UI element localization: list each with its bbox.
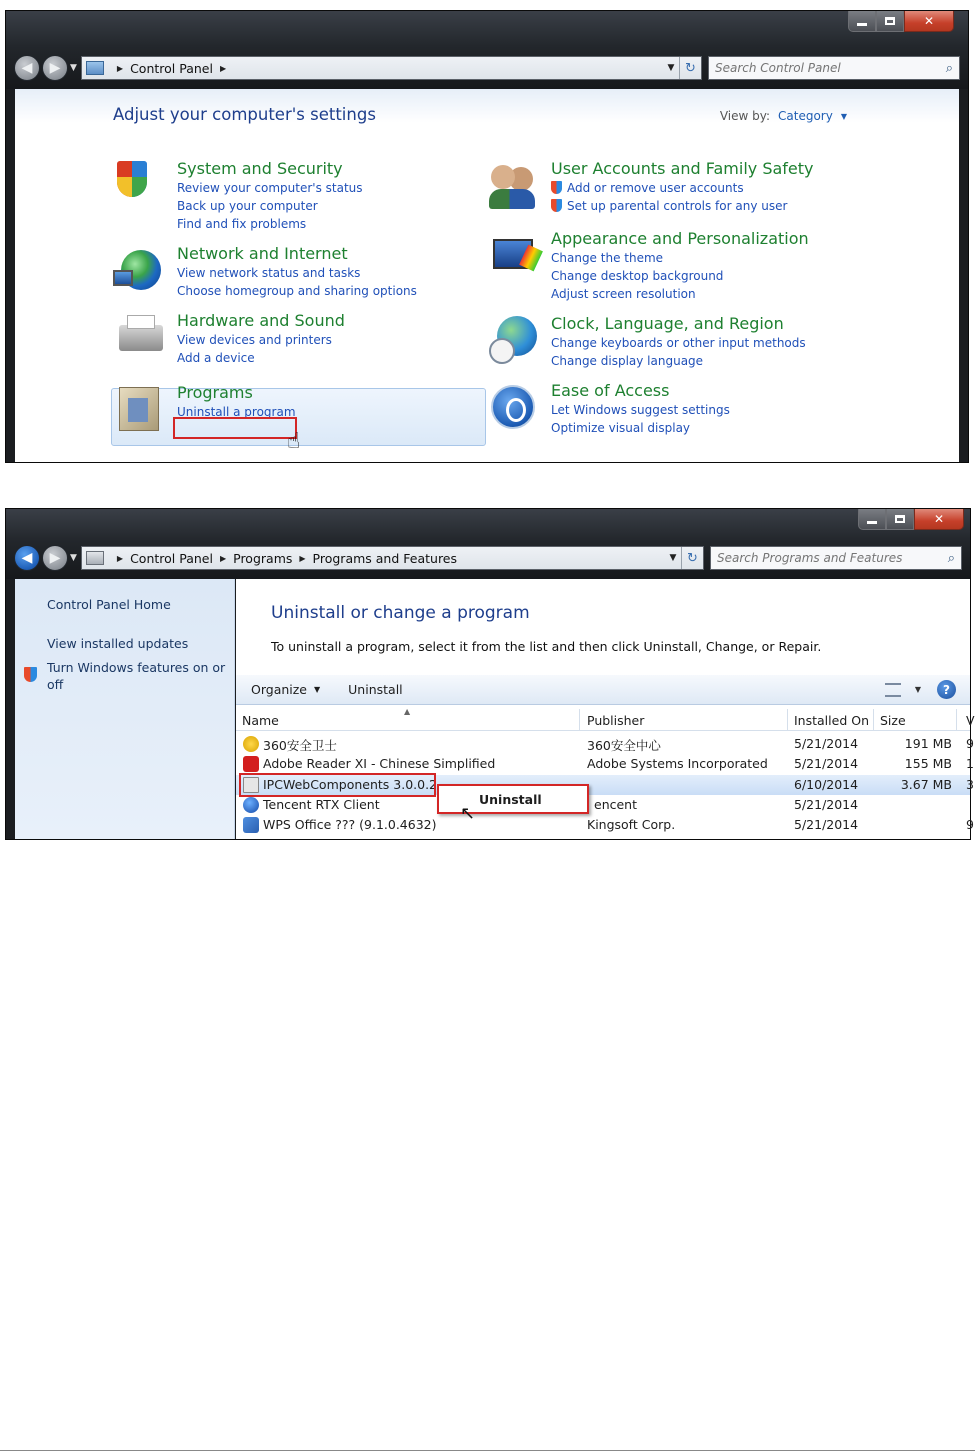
view-by-label: View by:	[719, 109, 771, 123]
task-pane	[15, 579, 235, 839]
control-panel-window	[5, 10, 969, 463]
security-shield-icon[interactable]	[113, 159, 165, 211]
category-appearance	[487, 229, 809, 303]
column-header-name[interactable]: Name	[242, 713, 279, 728]
program-name: WPS Office ??? (9.1.0.4632)	[263, 817, 437, 832]
navigation-bar	[14, 541, 962, 575]
category-heading[interactable]: User Accounts and Family Safety	[551, 159, 814, 178]
uac-shield-icon	[24, 667, 37, 682]
adobe-reader-icon	[243, 756, 259, 772]
breadcrumb-programs[interactable]: Programs	[233, 550, 293, 566]
category-link[interactable]: Add or remove user accounts	[551, 179, 814, 197]
category-link[interactable]: Set up parental controls for any user	[551, 197, 814, 215]
uninstall-a-program-link[interactable]: Uninstall a program	[177, 405, 296, 419]
view-by-control	[720, 109, 847, 123]
control-panel-content	[15, 89, 959, 462]
breadcrumb-separator-icon[interactable]: ▶	[299, 553, 306, 563]
refresh-button[interactable]	[681, 547, 703, 569]
category-heading[interactable]: Ease of Access	[551, 381, 670, 400]
back-button[interactable]	[14, 545, 40, 571]
selected-program-highlight	[239, 773, 436, 797]
breadcrumb-separator-icon[interactable]: ▶	[219, 553, 227, 563]
table-row[interactable]	[236, 795, 970, 815]
control-panel-home-link[interactable]: Control Panel Home	[47, 597, 171, 612]
sort-caret-icon: ▲	[404, 707, 411, 716]
breadcrumb-control-panel[interactable]: Control Panel	[130, 60, 213, 76]
forward-button[interactable]	[42, 545, 68, 571]
minimize-icon	[867, 521, 877, 524]
program-version: 9	[966, 736, 974, 751]
refresh-button[interactable]	[679, 57, 701, 79]
category-network-and-internet	[113, 244, 417, 300]
arrow-cursor-icon: ↖	[460, 803, 476, 824]
minimize-button[interactable]	[848, 11, 876, 32]
wps-office-icon	[243, 817, 259, 833]
breadcrumb-control-panel[interactable]: Control Panel	[130, 550, 213, 566]
program-size: 191 MB	[904, 736, 952, 751]
breadcrumb-separator-icon[interactable]: ▶	[116, 553, 124, 563]
page-instructions: To uninstall a program, select it from the list and then click Uninstall, Change, or Repair.	[271, 639, 822, 654]
category-heading[interactable]: Hardware and Sound	[177, 311, 345, 330]
context-menu-uninstall[interactable]: Uninstall	[479, 791, 542, 807]
search-input[interactable]	[717, 551, 948, 565]
column-header-row	[236, 707, 975, 731]
window-title-bar	[6, 509, 970, 579]
category-heading[interactable]: Appearance and Personalization	[551, 229, 809, 248]
category-link[interactable]: Review your computer's status	[177, 181, 363, 195]
view-by-dropdown[interactable]: Category	[778, 109, 833, 123]
program-installed-on: 5/21/2014	[794, 756, 859, 771]
program-name: Adobe Reader XI - Chinese Simplified	[263, 756, 496, 771]
programs-box-icon[interactable]	[113, 383, 165, 435]
minimize-button[interactable]	[858, 509, 886, 530]
program-version: 9	[966, 817, 974, 832]
column-header-publisher[interactable]: Publisher	[587, 713, 645, 728]
category-link[interactable]: View devices and printers	[177, 333, 332, 347]
category-link[interactable]: Choose homegroup and sharing options	[177, 284, 417, 298]
program-installed-on: 6/10/2014	[794, 777, 859, 792]
window-title-bar	[6, 11, 968, 89]
category-link[interactable]: Optimize visual display	[551, 421, 691, 435]
close-button[interactable]	[914, 509, 964, 530]
category-ease-of-access	[487, 381, 730, 437]
windows-features-link[interactable]: Turn Windows features on or off	[47, 660, 226, 692]
chevron-down-icon: ▼	[314, 685, 321, 694]
table-row[interactable]	[236, 754, 974, 774]
chevron-down-icon[interactable]: ▼	[914, 685, 921, 694]
address-bar[interactable]	[81, 546, 704, 570]
organize-menu[interactable]	[251, 682, 320, 697]
programs-folder-icon	[86, 551, 104, 565]
page-title: Uninstall or change a program	[271, 603, 530, 623]
category-link[interactable]: Change the theme	[551, 251, 664, 265]
program-publisher: encent	[594, 797, 637, 812]
forward-button[interactable]	[42, 55, 68, 81]
column-header-version[interactable]: V	[966, 713, 975, 728]
recent-pages-dropdown[interactable]: ▼	[70, 63, 77, 73]
category-link[interactable]: Change display language	[551, 354, 704, 368]
maximize-icon	[885, 17, 895, 25]
program-name: 360安全卫士	[263, 738, 337, 753]
category-link[interactable]: Adjust screen resolution	[551, 287, 696, 301]
program-size: 155 MB	[904, 756, 952, 771]
uninstall-toolbar-button[interactable]: Uninstall	[348, 682, 403, 697]
program-name: Tencent RTX Client	[263, 797, 380, 812]
clock-globe-icon[interactable]	[487, 314, 539, 366]
address-history-dropdown[interactable]: ▼	[667, 63, 675, 73]
forward-arrow-icon: ▶	[49, 60, 61, 76]
page-title: Adjust your computer's settings	[113, 105, 376, 124]
search-icon[interactable]: ⌕	[947, 550, 955, 566]
program-installed-on: 5/21/2014	[794, 817, 859, 832]
page-divider	[0, 1450, 975, 1451]
chevron-down-icon[interactable]: ▼	[840, 111, 847, 121]
help-icon[interactable]: ?	[937, 680, 956, 699]
uninstall-link-highlight	[173, 417, 297, 439]
program-installed-on: 5/21/2014	[794, 736, 859, 751]
back-arrow-icon: ◀	[21, 60, 33, 76]
breadcrumb-separator-icon[interactable]: ▶	[116, 63, 124, 73]
back-arrow-icon: ◀	[21, 550, 33, 566]
appearance-icon[interactable]	[487, 229, 539, 281]
programs-main-pane	[236, 579, 975, 839]
category-heading[interactable]: Clock, Language, and Region	[551, 314, 784, 333]
network-globe-icon[interactable]	[113, 244, 165, 296]
table-row[interactable]	[236, 815, 974, 835]
category-hardware-and-sound	[113, 311, 345, 367]
program-version: 1	[966, 756, 974, 771]
breadcrumb-programs-and-features[interactable]: Programs and Features	[312, 550, 458, 566]
search-icon[interactable]: ⌕	[945, 60, 953, 76]
program-publisher: Kingsoft Corp.	[587, 817, 676, 832]
close-button[interactable]	[904, 11, 954, 32]
program-publisher: 360安全中心	[587, 738, 661, 753]
ease-of-access-icon[interactable]	[487, 381, 539, 433]
category-link[interactable]: View network status and tasks	[177, 266, 361, 280]
category-link[interactable]: Back up your computer	[177, 199, 318, 213]
category-user-accounts	[487, 159, 814, 215]
close-icon: ✕	[933, 512, 945, 526]
program-name: IPCWebComponents 3.0.0.2	[263, 777, 437, 792]
printer-icon[interactable]	[113, 311, 165, 363]
program-size: 3.67 MB	[900, 777, 952, 792]
360-security-icon	[243, 736, 259, 752]
category-clock-language-region	[487, 314, 806, 370]
back-button[interactable]	[14, 55, 40, 81]
maximize-button[interactable]	[876, 11, 904, 32]
recent-pages-dropdown[interactable]: ▼	[70, 553, 77, 563]
refresh-icon: ↻	[685, 60, 696, 76]
hand-cursor-icon: ☝	[287, 429, 301, 454]
column-header-size[interactable]: Size	[880, 713, 906, 728]
control-panel-icon	[86, 61, 104, 75]
breadcrumb-separator-icon[interactable]: ▶	[219, 63, 227, 73]
search-input[interactable]	[715, 61, 946, 75]
category-heading[interactable]: Programs	[177, 383, 253, 402]
column-header-installed-on[interactable]: Installed On	[794, 713, 869, 728]
navigation-bar	[14, 51, 960, 85]
category-heading[interactable]: System and Security	[177, 159, 343, 178]
category-link[interactable]: Add a device	[177, 351, 255, 365]
maximize-button[interactable]	[886, 509, 914, 530]
category-system-and-security	[113, 159, 363, 233]
search-box[interactable]	[710, 546, 962, 570]
program-publisher: Adobe Systems Incorporated	[587, 756, 768, 771]
category-link[interactable]: Change keyboards or other input methods	[551, 336, 806, 350]
address-history-dropdown[interactable]: ▼	[669, 553, 677, 563]
command-bar	[236, 675, 970, 705]
forward-arrow-icon: ▶	[49, 550, 61, 566]
search-box[interactable]	[708, 56, 960, 80]
minimize-icon	[857, 23, 867, 26]
category-link[interactable]: Let Windows suggest settings	[551, 403, 730, 417]
close-icon: ✕	[923, 14, 935, 28]
refresh-icon: ↻	[687, 550, 698, 566]
maximize-icon	[895, 515, 905, 523]
table-row[interactable]	[236, 734, 974, 754]
organize-label: Organize	[251, 682, 307, 697]
category-link[interactable]: Change desktop background	[551, 269, 724, 283]
users-icon[interactable]	[487, 159, 539, 211]
view-installed-updates-link[interactable]: View installed updates	[47, 636, 189, 651]
category-heading[interactable]: Network and Internet	[177, 244, 348, 263]
program-installed-on: 5/21/2014	[794, 797, 859, 812]
program-version: 3	[966, 777, 974, 792]
view-options-icon[interactable]	[885, 683, 901, 697]
tencent-rtx-icon	[243, 797, 259, 813]
category-link[interactable]: Find and fix problems	[177, 217, 307, 231]
address-bar[interactable]	[81, 56, 702, 80]
